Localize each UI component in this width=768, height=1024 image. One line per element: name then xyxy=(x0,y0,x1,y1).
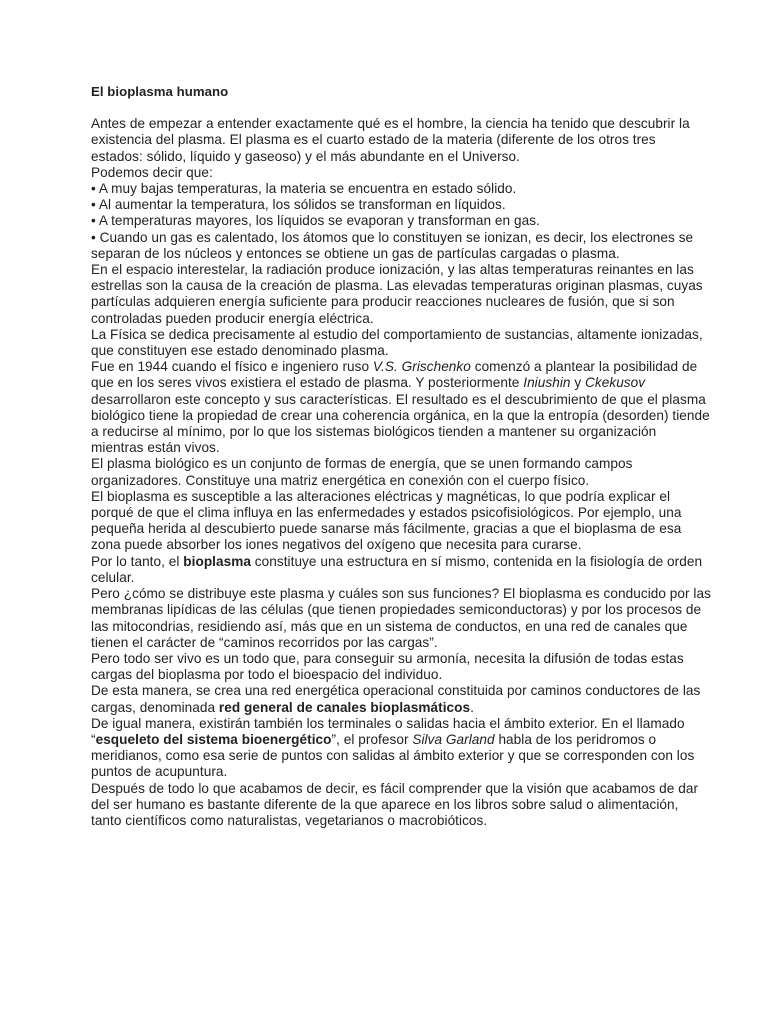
paragraph xyxy=(91,716,711,781)
text-run: Pero ¿cómo se distribuye este plasma y cuáles son sus funciones? El bioplasma es conducido por las membranas lipídicas de las células (que tienen propiedades semiconductoras) y por los procesos de las mitocondrias, residiendo así, más que en un sistema de conductos, en una red de canales que tienen el carácter de “caminos recorridos por las cargas”. xyxy=(91,586,711,650)
text-run: Fue en 1944 cuando el físico e ingeniero ruso xyxy=(91,359,373,375)
text-run: Después de todo lo que acabamos de decir, es fácil comprender que la visión que acabamos de dar del ser humano es bastante diferente de la que aparece en los libros sobre salud o alimentación, tanto científicos como naturalistas, vegetarianos o macrobióticos. xyxy=(91,780,699,828)
text-run: desarrollaron este concepto y sus características. El resultado es el descubrimiento de que el plasma biológico tiene la propiedad de crear una coherencia orgánica, en la que la entropía (desorden) tiende a reducirse al mínimo, por lo que los sistemas biológicos tienden a mantener su organización mientras están vivos. xyxy=(91,391,710,456)
paragraph xyxy=(91,327,711,359)
text-run: constituye una estructura en sí mismo, contenida en la fisiología de orden celular. xyxy=(91,553,703,585)
text-run: ”, el profesor xyxy=(331,731,413,747)
italic-text: V.S. Grischenko xyxy=(372,359,471,375)
paragraph xyxy=(91,165,711,181)
text-run: De igual manera, existirán también los terminales o salidas hacia el ámbito exterior. En el llamado “ xyxy=(91,715,685,747)
italic-text: Iniushin xyxy=(523,375,571,391)
paragraph xyxy=(91,683,711,715)
paragraph-list xyxy=(91,116,711,829)
paragraph xyxy=(91,116,711,165)
paragraph xyxy=(91,456,711,488)
text-run: habla de los peridromos o meridianos, como esa serie de puntos con salidas al ámbito exterior y que se corresponden con los puntos de acupuntura. xyxy=(91,731,695,780)
paragraph xyxy=(91,230,711,262)
text-run: El bioplasma es susceptible a las alteraciones eléctricas y magnéticas, lo que podría explicar el porqué de que el clima influya en las enfermedades y estados psicofisiológicos. Por ejemplo, una pequeña herida al descubierto puede sanarse más fácilmente, gracias a que el bioplasma de esa zona puede absorber los iones negativos del oxígeno que necesita para curarse. xyxy=(91,488,682,553)
text-run: y xyxy=(570,375,586,391)
document-body xyxy=(91,84,711,829)
paragraph xyxy=(91,554,711,586)
paragraph xyxy=(91,651,711,683)
text-run: El plasma biológico es un conjunto de formas de energía, que se unen formando campos organizadores. Constituye una matriz energética en conexión con el cuerpo físico. xyxy=(91,456,633,488)
text-run: Podemos decir que: xyxy=(91,164,213,180)
text-run: • Al aumentar la temperatura, los sólidos se transforman en líquidos. xyxy=(91,197,506,213)
paragraph xyxy=(91,197,711,213)
bold-text: esqueleto del sistema bioenergético xyxy=(95,731,332,747)
document-title: El bioplasma humano xyxy=(91,84,229,99)
bold-text: bioplasma xyxy=(183,553,251,569)
italic-text: Silva Garland xyxy=(412,731,495,747)
paragraph xyxy=(91,781,711,830)
paragraph xyxy=(91,213,711,229)
text-run: De esta manera, se crea una red energética operacional constituida por caminos conductores de las cargas, denominada xyxy=(91,683,701,715)
text-run: Antes de empezar a entender exactamente qué es el hombre, la ciencia ha tenido que descubrir la existencia del plasma. El plasma es el cuarto estado de la materia (diferente de los otros tres estados: sólido, líquido y gaseoso) y el más abundante en el Universo. xyxy=(91,116,690,164)
text-run: En el espacio interestelar, la radiación produce ionización, y las altas temperaturas reinantes en las estrellas son la causa de la creación de plasma. Las elevadas temperaturas originan plasmas, cuyas partículas adquieren energía suficiente para producir reacciones nucleares de fusión, que si son controladas pueden producir energía eléctrica. xyxy=(91,262,703,326)
paragraph xyxy=(91,181,711,197)
text-run: Por lo tanto, el xyxy=(91,553,184,569)
text-run: . xyxy=(470,699,474,715)
italic-text: Ckekusov xyxy=(585,375,646,391)
text-run: • A temperaturas mayores, los líquidos se evaporan y transforman en gas. xyxy=(91,213,540,229)
text-run: comenzó a plantear la posibilidad de que en los seres vivos existiera el estado de plasma. Y posteriormente xyxy=(91,359,698,391)
paragraph xyxy=(91,489,711,554)
paragraph xyxy=(91,359,711,456)
text-run: La Física se dedica precisamente al estudio del comportamiento de sustancias, altamente ionizadas, que constituyen ese estado denominado plasma. xyxy=(91,326,703,359)
paragraph xyxy=(91,262,711,327)
bold-text: red general de canales bioplasmáticos xyxy=(218,699,471,715)
text-run: • Cuando un gas es calentado, los átomos que lo constituyen se ionizan, es decir, los electrones se separan de los núcleos y entonces se obtiene un gas de partículas cargadas o plasma. xyxy=(91,229,694,261)
paragraph xyxy=(91,586,711,651)
text-run: • A muy bajas temperaturas, la materia se encuentra en estado sólido. xyxy=(91,181,517,197)
text-run: Pero todo ser vivo es un todo que, para conseguir su armonía, necesita la difusión de todas estas cargas del bioplasma por todo el bioespacio del individuo. xyxy=(91,650,684,683)
